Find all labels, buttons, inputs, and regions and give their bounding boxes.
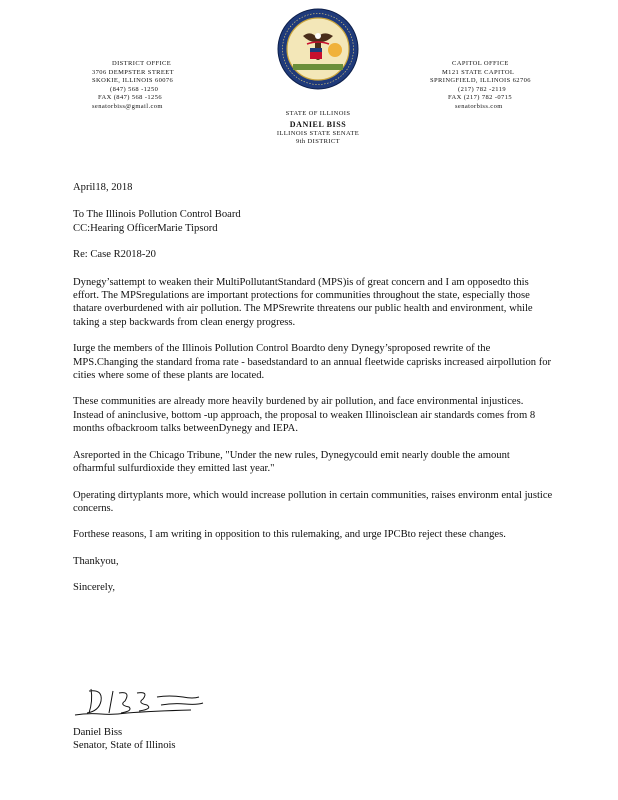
paragraph-4: Asreported in the Chicago Tribune, "Under the new rules, Dynegycould emit nearly double the amount ofharmful sulfurdioxide they emitted last year." <box>73 449 510 475</box>
letter-reference: Re: Case R2018-20 <box>73 249 156 261</box>
letter-body <box>73 181 553 595</box>
signature-block <box>73 726 176 753</box>
district-office-phone: (847) 568 -1250 <box>110 85 159 93</box>
capitol-office-address1: M121 STATE CAPITOL <box>442 68 515 76</box>
letter-date: April18, 2018 <box>73 182 133 193</box>
district-office-address1: 3706 DEMPSTER STREET <box>92 68 175 76</box>
letter-closing: Sincerely, <box>73 582 115 594</box>
district-office-email: senatorbiss@gmail.com <box>92 102 163 110</box>
paragraph-5: Operating dirtyplants more, which would increase pollution in certain communities, raises environm ental justice concerns. <box>73 489 553 514</box>
paragraph-1: Dynegy’sattempt to weaken their MultiPollutantStandard (MPS)is of great concern and I am opposedto this effort. The MPSregulations are important protections for communities throughout the state, especially those thatare overburdened with air pollution. The MPSrewrite threatens our public health and environment, while taking a step backwards from clean energy progress. <box>73 276 533 328</box>
capitol-office-title: CAPITOL OFFICE <box>452 60 509 67</box>
capitol-office-block <box>430 60 550 112</box>
signer-title: Senator, State of Illinois <box>73 740 176 752</box>
capitol-office-phone: (217) 782 -2119 <box>458 85 507 93</box>
capitol-office-address2: SPRINGFIELD, ILLINOIS 62706 <box>430 77 531 85</box>
senate-label: ILLINOIS STATE SENATE <box>276 129 360 137</box>
district-label: 9th DISTRICT <box>296 138 340 146</box>
signature-image <box>73 683 213 723</box>
senator-header <box>238 110 398 147</box>
state-label: STATE OF ILLINOIS <box>285 110 351 117</box>
district-office-title: DISTRICT OFFICE <box>112 60 172 67</box>
paragraph-2: Iurge the members of the Illinois Pollution Control Boardto deny Dynegy’sproposed rewrite of the MPS.Changing the standard froma rate - basedstandard to an annual fleetwide caprisks increased airpollution for cities where some of these plants are located. <box>73 343 552 382</box>
paragraph-3: These communities are already more heavily burdened by air pollution, and face environmental injustices. Instead of aninclusive, bottom -up approach, the proposal to weaken Illinoisclean air standards comes from 8 months ofbackroom talks betweenDynegy and IEPA. <box>73 396 536 435</box>
illinois-seal-icon <box>277 8 359 90</box>
district-office-address2: SKOKIE, ILLINOIS 60076 <box>92 77 174 85</box>
letter-recipient: To The Illinois Pollution Control Board <box>73 209 241 221</box>
paragraph-6: Forthese reasons, I am writing in opposition to this rulemaking, and urge IPCBto reject these changes. <box>73 529 506 541</box>
letter-cc: CC:Hearing OfficerMarie Tipsord <box>73 222 218 234</box>
signer-name: Daniel Biss <box>73 727 123 738</box>
capitol-office-fax: FAX (217) 782 -0715 <box>448 94 512 102</box>
capitol-office-email: senatorbiss.com <box>455 102 503 110</box>
letter-thanks: Thankyou, <box>73 555 119 567</box>
senator-name: DANIEL BISS <box>289 119 347 129</box>
district-office-block <box>92 60 202 112</box>
district-office-fax: FAX (847) 568 -1256 <box>98 94 162 102</box>
